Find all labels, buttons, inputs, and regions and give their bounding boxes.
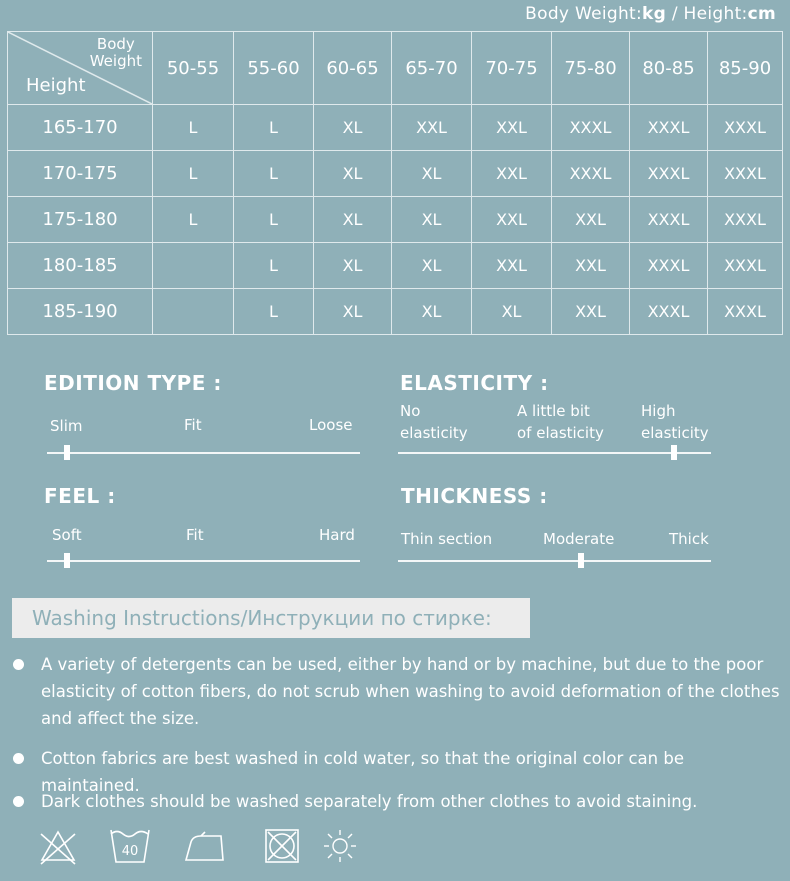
size-cell: XXL [392,105,472,151]
size-cell: L [234,243,314,289]
thickness-label-thick: Thick [669,530,709,548]
units-prefix: Body Weight: [525,4,643,24]
size-cell: XXXL [630,289,708,335]
iron-icon [183,826,227,866]
size-cell: XL [314,243,392,289]
edition-label-slim: Slim [50,417,83,435]
size-cell: L [234,105,314,151]
edition-slider-track [47,452,360,454]
feel-label-hard: Hard [319,526,355,544]
size-cell: XL [314,105,392,151]
size-cell: XXXL [630,197,708,243]
size-cell [153,243,234,289]
size-cell: XXL [472,243,552,289]
feel-title: FEEL : [44,484,116,508]
size-cell: XL [392,197,472,243]
corner-height: Height [26,75,86,96]
elasticity-title: ELASTICITY : [400,371,549,395]
bullet-dot [13,753,24,764]
size-cell: XXL [472,151,552,197]
feel-label-soft: Soft [52,526,82,544]
edition-label-loose: Loose [309,416,353,434]
size-cell: XXXL [630,105,708,151]
dry-in-sun-icon [322,826,358,866]
size-cell [153,289,234,335]
size-cell: L [153,105,234,151]
units-legend [525,4,776,24]
thickness-slider-marker [578,553,584,568]
elasticity-slider-marker [671,445,677,460]
size-cell: XXXL [708,243,783,289]
corner-weight: Weight [89,52,142,70]
washing-item: Cotton fabrics are best washed in cold water, so that the original color can be maintained. [41,749,684,795]
corner-cell [8,32,153,105]
washing-instructions-title: Washing Instructions/Инструкции по стирке: [12,598,530,638]
no-tumble-dry-icon [262,826,302,866]
size-cell: XXL [552,197,630,243]
weight-header: 80-85 [630,32,708,105]
edition-label-fit: Fit [184,416,202,434]
weight-header: 85-90 [708,32,783,105]
wash-temperature: 40 [121,844,139,859]
weight-header: 60-65 [314,32,392,105]
elasticity-label-little: A little bit of elasticity [517,402,604,442]
size-cell: XXL [472,197,552,243]
bullet-dot [13,659,24,670]
units-kg: kg [642,4,667,24]
size-cell: XL [314,197,392,243]
bullet-dot [13,796,24,807]
height-cell: 180-185 [8,243,153,289]
size-cell: XXXL [630,151,708,197]
size-row [8,289,783,335]
size-row [8,151,783,197]
elasticity-slider-track [398,452,711,454]
units-sep: / Height: [666,4,748,24]
elasticity-label-high: High elasticity [641,402,709,442]
size-row [8,105,783,151]
size-cell: XXXL [630,243,708,289]
feel-label-fit: Fit [186,526,204,544]
weight-header: 65-70 [392,32,472,105]
weight-header: 75-80 [552,32,630,105]
size-cell: XXL [472,105,552,151]
height-cell: 170-175 [8,151,153,197]
height-cell: 175-180 [8,197,153,243]
size-chart [7,31,783,335]
size-cell: XXL [552,289,630,335]
size-cell: XL [472,289,552,335]
size-cell: XL [314,151,392,197]
size-row [8,197,783,243]
size-cell: XL [392,151,472,197]
washing-item: A variety of detergents can be used, either by hand or by machine, but due to the poor elasticity of cotton fibers, do not scrub when washing to avoid deformation of the clothes and affect the size. [41,655,780,728]
feel-slider-track [47,560,360,562]
weight-header: 50-55 [153,32,234,105]
feel-slider-marker [64,553,70,568]
washing-item: Dark clothes should be washed separately from other clothes to avoid staining. [41,792,698,811]
height-cell: 165-170 [8,105,153,151]
size-cell: L [234,197,314,243]
thickness-label-thin: Thin section [401,530,493,548]
size-cell: XL [314,289,392,335]
thickness-label-moderate: Moderate [543,530,615,548]
thickness-slider-track [398,560,711,562]
size-chart-header [8,32,783,105]
weight-header: 70-75 [472,32,552,105]
size-cell: XL [392,289,472,335]
size-cell: XXXL [552,105,630,151]
corner-body-weight [90,36,142,70]
size-cell: XXXL [708,151,783,197]
size-cell: L [234,289,314,335]
height-cell: 185-190 [8,289,153,335]
size-cell: L [153,197,234,243]
elasticity-label-no: No elasticity [400,402,468,442]
size-cell: XXL [552,243,630,289]
size-cell: L [234,151,314,197]
size-cell: XXXL [708,105,783,151]
units-cm: cm [747,4,776,24]
corner-body: Body [96,35,135,53]
size-cell: XXXL [708,197,783,243]
size-cell: XL [392,243,472,289]
no-bleach-icon [38,826,78,866]
edition-type-title: EDITION TYPE : [44,371,222,395]
size-cell: XXXL [708,289,783,335]
thickness-title: THICKNESS : [401,484,548,508]
size-cell: XXXL [552,151,630,197]
size-row [8,243,783,289]
size-cell: L [153,151,234,197]
edition-slider-marker [64,445,70,460]
weight-header: 55-60 [234,32,314,105]
wash-40-icon [108,826,152,866]
